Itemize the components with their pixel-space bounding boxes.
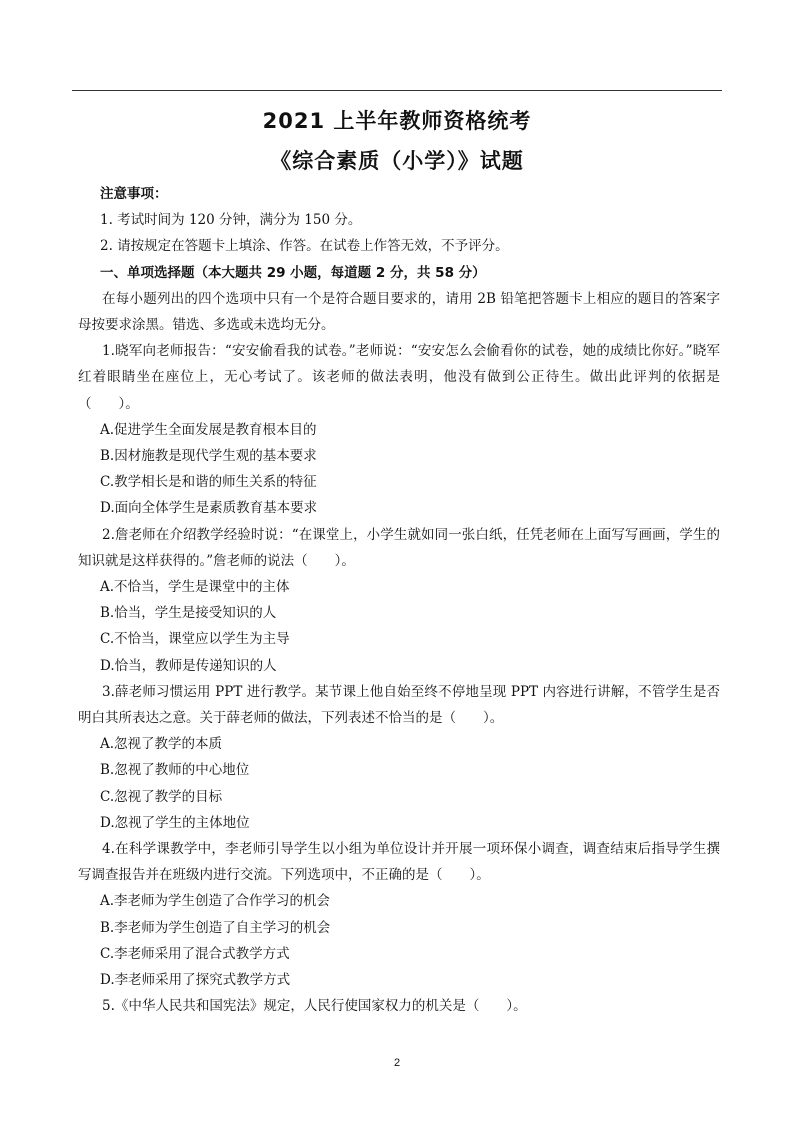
question-option: C.教学相长是和谐的师生关系的特征	[100, 474, 317, 491]
question-option: A.忽视了教学的本质	[100, 736, 223, 753]
question-option: D.忽视了学生的主体地位	[100, 814, 250, 831]
question-option: D.面向全体学生是素质教育基本要求	[100, 500, 318, 517]
question-stem: 1.晓军向老师报告：“安安偷看我的试卷。”老师说：“安安怎么会偷看你的试卷，她的成绩比你好。”晓军红着眼睛坐在座位上，无心考试了。该老师的做法表明，他没有做到公正待生。做出此评判的依据是（ ）。	[78, 343, 720, 412]
question-option: B.恰当，学生是接受知识的人	[100, 605, 277, 622]
section-instruction: 在每小题列出的四个选项中只有一个是符合题目要求的，请用 2B 铅笔把答题卡上相应的题目的答案字母按要求涂黑。错选、多选或未选均无分。	[78, 290, 720, 334]
question-option: B.忽视了教师的中心地位	[100, 762, 250, 779]
note-item: 2. 请按规定在答题卡上填涂、作答。在试卷上作答无效，不予评分。	[100, 238, 509, 255]
question-option: C.李老师采用了混合式教学方式	[100, 945, 290, 962]
header-rule	[72, 90, 722, 91]
question-stem: 2.詹老师在介绍教学经验时说：“在课堂上，小学生就如同一张白纸，任凭老师在上面写写画画，学生的知识就是这样获得的。”詹老师的说法（ ）。	[78, 526, 720, 569]
question-stem: 3.薛老师习惯运用 PPT 进行教学。某节课上他自始至终不停地呈现 PPT 内容进行讲解，不管学生是否明白其所表达之意。关于薛老师的做法，下列表述不恰当的是（ ）。	[78, 683, 720, 727]
question-option: B.李老师为学生创造了自主学习的机会	[100, 919, 331, 936]
question-option: C.忽视了教学的目标	[100, 788, 223, 805]
question-stem: 4.在科学课教学中，李老师引导学生以小组为单位设计并开展一项环保小调查，调查结束后指导学生撰写调查报告并在班级内进行交流。下列选项中，不正确的是（ ）。	[78, 841, 720, 884]
notes-heading: 注意事项：	[100, 186, 168, 202]
question-stem: 5.《中华人民共和国宪法》规定，人民行使国家权力的机关是（ ）。	[102, 998, 527, 1015]
question-option: D.李老师采用了探究式教学方式	[100, 972, 291, 989]
exam-content	[78, 181, 720, 1020]
page-number: 2	[393, 1057, 401, 1069]
question-option: C.不恰当，课堂应以学生为主导	[100, 631, 290, 648]
section-heading: 一、单项选择题（本大题共 29 小题，每道题 2 分，共 58 分）	[100, 264, 486, 281]
exam-title-line1: 2021 上半年教师资格统考	[262, 109, 532, 133]
question-option: B.因材施教是现代学生观的基本要求	[100, 448, 317, 465]
question-option: A.促进学生全面发展是教育根本目的	[100, 421, 317, 438]
question-option: A.李老师为学生创造了合作学习的机会	[100, 893, 331, 910]
question-option: D.恰当，教师是传递知识的人	[100, 657, 277, 674]
question-option: A.不恰当，学生是课堂中的主体	[100, 579, 290, 596]
note-item: 1. 考试时间为 120 分钟，满分为 150 分。	[100, 212, 362, 229]
exam-title-line2: 《综合素质（小学）》试题	[270, 149, 524, 173]
